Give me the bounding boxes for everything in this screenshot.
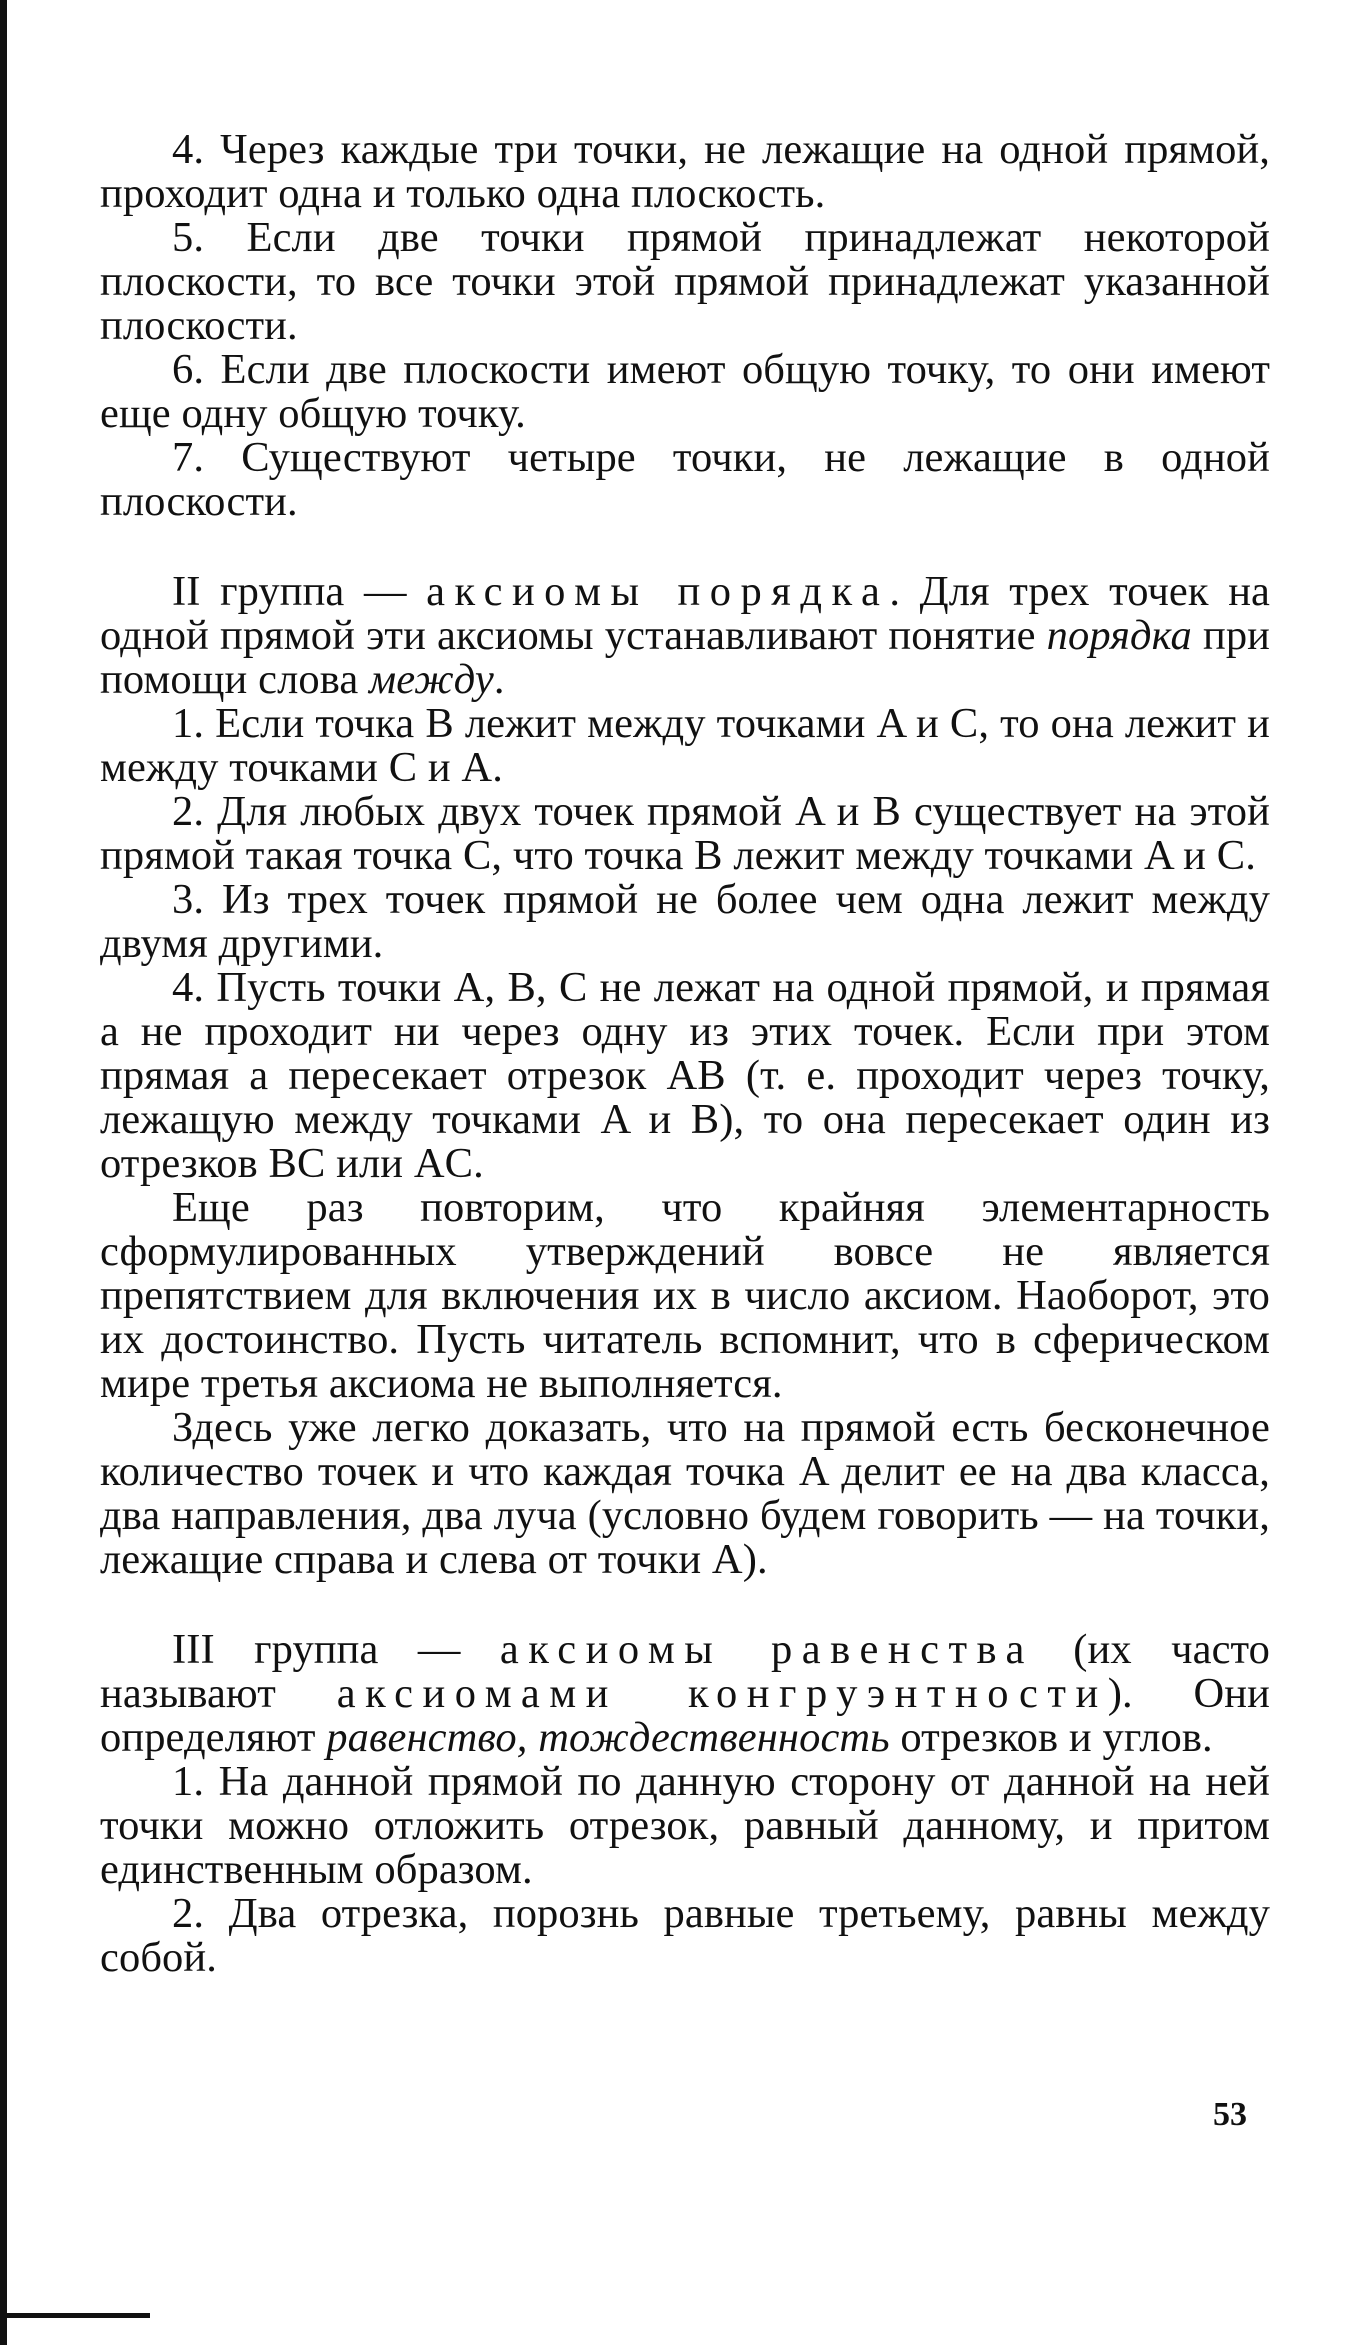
bottom-edge-rule [0, 2313, 150, 2318]
axiom-2-3: 3. Из трех точек прямой не более чем одна лежит между двумя другими. [100, 876, 1270, 967]
group2-axioms [100, 702, 1270, 1186]
group3-heading [100, 1628, 1270, 1760]
group3-name: аксиомы равенства [499, 1626, 1034, 1673]
axiom-1-6: 6. Если две плоскости имеют общую точку, то они имеют еще одну общую точку. [100, 346, 1270, 437]
term-between: между [369, 656, 494, 703]
axiom-1-5: 5. Если две точки прямой принадлежат некоторой плоскости, то все точки этой прямой принадлежат указанной плоскости. [100, 214, 1270, 349]
comment-paragraph-1: Еще раз повторим, что крайняя элементарность сформулированных утверждений вовсе не является препятствием для включения их в число аксиом. Наоборот, это их достоинство. Пусть читатель вспомнит, что в сферическом мире третья аксиома не выполняется. [100, 1184, 1270, 1407]
book-spine-edge [0, 0, 7, 2345]
group2-intro-b: при помощи слова [100, 612, 1271, 703]
axiom-2-1: 1. Если точка B лежит между точками A и C, то она лежит и между точками C и A. [100, 700, 1270, 791]
comment-paragraph-2: Здесь уже легко доказать, что на прямой есть бесконечное количество точек и что каждая точка A делит ее на два класса, два направления, два луча (условно будем говорить — на точки, лежащие справа и слева от точки A). [100, 1404, 1270, 1583]
axiom-1-7: 7. Существуют четыре точки, не лежащие в одной плоскости. [100, 434, 1270, 525]
group2-intro-c: . [493, 656, 505, 703]
group3-intro-c: отрезков и углов. [889, 1714, 1213, 1761]
term-order: порядка [1046, 612, 1192, 659]
group3-axioms [100, 1760, 1270, 1980]
group3-intro-b: ). Они определяют [100, 1670, 1270, 1761]
group3-intro-a: (их часто называют [100, 1626, 1270, 1717]
group2-intro-a: . Для трех точек на одной прямой эти аксиомы устанавливают понятие [100, 568, 1270, 659]
group2-name: аксиомы порядка [426, 568, 890, 615]
group1-axioms-continued [100, 128, 1270, 524]
group2-heading [100, 570, 1270, 702]
axiom-2-2: 2. Для любых двух точек прямой A и B существует на этой прямой такая точка C, что точка B лежит между точками A и C. [100, 788, 1270, 879]
group3-label: III группа — [172, 1626, 500, 1673]
axiom-1-4: 4. Через каждые три точки, не лежащие на одной прямой, проходит одна и только одна плоскость. [100, 126, 1270, 217]
group2-label: II группа — [172, 568, 427, 615]
group3-alt-name: аксиомами конгруэнтности [336, 1670, 1108, 1717]
axiom-2-4: 4. Пусть точки A, B, C не лежат на одной прямой, и прямая a не проходит ни через одну из этих точек. Если при этом прямая a пересекает отрезок AB (т. е. проходит через точку, лежащую между точками A и B), то она пересекает один из отрезков BC или AC. [100, 964, 1270, 1187]
axiom-3-2: 2. Два отрезка, порознь равные третьему, равны между собой. [100, 1890, 1270, 1981]
page-body [100, 128, 1270, 1980]
axiom-3-1: 1. На данной прямой по данную сторону от данной на ней точки можно отложить отрезок, равный данному, и притом единственным образом. [100, 1758, 1270, 1893]
page-number: 53 [1213, 2096, 1247, 2133]
group3-terms: равенство, тождественность [326, 1714, 890, 1761]
